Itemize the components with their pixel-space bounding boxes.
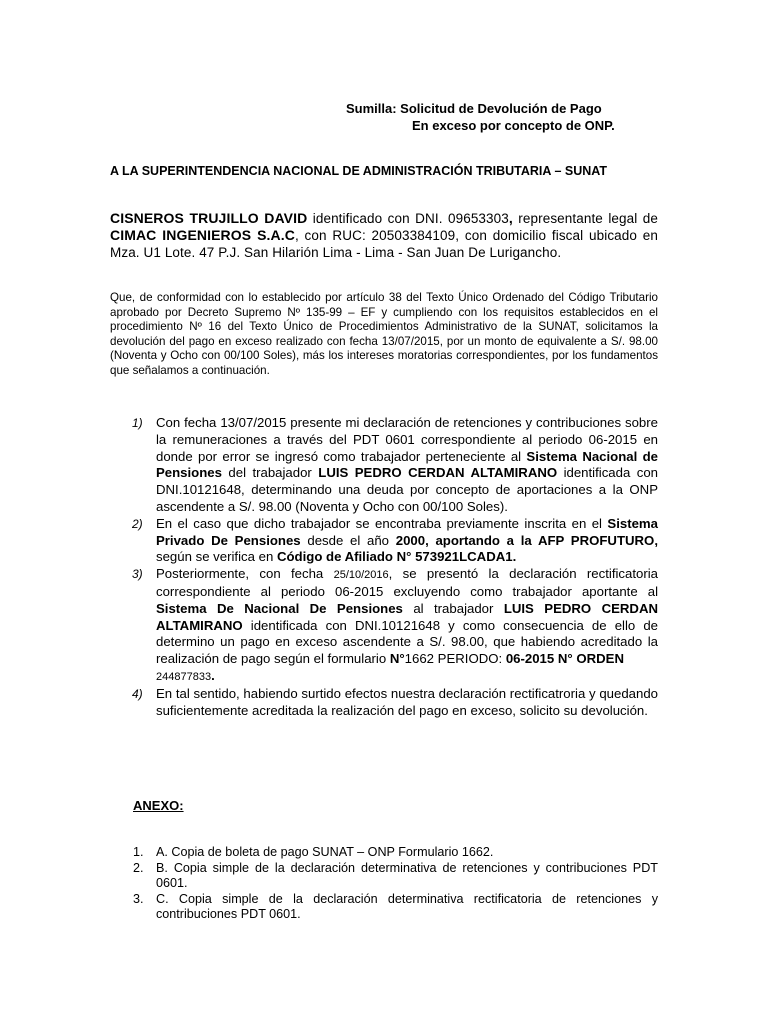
- item-bold: 2000, aportando a la AFP PROFUTURO,: [395, 532, 658, 548]
- list-item-number: 3): [132, 567, 143, 582]
- list-item-number: 1.: [133, 845, 144, 859]
- item-bold: LUIS PEDRO CERDAN ALTAMIRANO: [156, 600, 658, 633]
- item-bold: Sistema Privado De Pensiones: [156, 515, 658, 548]
- company-name: CIMAC INGENIEROS S.A.C: [110, 227, 295, 243]
- list-item-number: 4): [132, 686, 143, 701]
- item-text: desde el año: [300, 532, 396, 548]
- anexo-item-text: C. Copia simple de la declaración determinativa rectificatoria de retenciones y contribuciones PDT 0601.: [156, 891, 658, 921]
- sumilla-line-1: Sumilla: Solicitud de Devolución de Pago: [346, 101, 602, 116]
- sumilla-line-2: En exceso por concepto de ONP.: [412, 118, 615, 133]
- item-text: al trabajador: [402, 600, 504, 616]
- applicant-name: CISNEROS TRUJILLO DAVID: [110, 210, 308, 226]
- anexo-list: [110, 845, 658, 923]
- item-text: según se verifica en: [156, 549, 277, 565]
- item-bold: LUIS PEDRO CERDAN ALTAMIRANO: [318, 465, 558, 481]
- list-item-number: 1): [132, 416, 143, 430]
- ident-comma: ,: [508, 210, 513, 226]
- item-date: 25/10/2016: [333, 569, 389, 582]
- intro-paragraph: Que, de conformidad con lo establecido por artículo 38 del Texto Único Ordenado del Código Tributario aprobado por Decreto Supremo Nº 135-99 – EF y cumpliendo con los requisitos establecidos en el procedimiento Nº 16 del Texto Único de Procedimientos Administrativo de la SUNAT, solicitamos la devolución del pago en exceso realizado con fecha 13/07/2015, por un monto de equivalente a S/. 98.00 (Noventa y Ocho con 00/100 Soles), más los intereses moratorias correspondientes, por los fundamentos que señalamos a continuación.: [110, 291, 658, 377]
- list-item-number: 2.: [133, 860, 144, 875]
- list-item: [110, 686, 658, 720]
- list-item-number: 2): [132, 516, 143, 531]
- item-text: 1662 PERIODO:: [404, 651, 506, 667]
- list-item: [110, 566, 658, 686]
- ident-text-2: representante legal de: [512, 211, 659, 226]
- list-item: [110, 861, 658, 892]
- list-item: [110, 892, 658, 923]
- item-text: , se presentó la declaración rectificatoria correspondiente al periodo 06-2015 excluyendo como trabajador aportante al: [156, 566, 658, 599]
- list-item: [110, 845, 658, 861]
- grounds-list: [110, 415, 658, 719]
- anexo-item-text: A. Copia de boleta de pago SUNAT – ONP Formulario 1662.: [156, 845, 494, 859]
- anexo-item-text: B. Copia simple de la declaración determinativa de retenciones y contribuciones PDT 0601.: [156, 860, 658, 890]
- addressee-heading: A LA SUPERINTENDENCIA NACIONAL DE ADMINISTRACIÓN TRIBUTARIA – SUNAT: [110, 164, 607, 178]
- item-text: En el caso que dicho trabajador se encontraba previamente inscrita en el: [156, 515, 608, 531]
- item-bold: Sistema De Nacional De Pensiones: [156, 600, 403, 616]
- item-bold: 06-2015 N° ORDEN: [505, 651, 624, 667]
- item-bold: N°: [389, 651, 405, 667]
- item-text: identificada con DNI.10121648 y como consecuencia de ello de determino un pago en exceso ascendente a S/. 98.00, que habiendo acreditado la realización de pago según el formulario: [156, 617, 658, 667]
- ident-text-3: , con RUC: 20503384109, con domicilio fiscal ubicado en Mza. U1 Lote. 47 P.J. San Hilarión Lima - Lima - San Juan De Lurigancho.: [110, 228, 658, 260]
- list-item: [110, 415, 658, 516]
- item-text: Posteriormente, con fecha: [156, 566, 334, 582]
- list-item: [110, 516, 658, 566]
- item-bold: Código de Afiliado N° 573921LCADA1.: [276, 549, 517, 565]
- anexo-heading: ANEXO:: [133, 798, 184, 813]
- identification-paragraph: [110, 210, 658, 261]
- list-item-number: 3.: [133, 891, 144, 906]
- item-text: Con fecha 13/07/2015 presente mi declaración de retenciones y contribuciones sobre la remuneraciones a través del PDT 0601 correspondiente al periodo 06-2015 en donde por error se ingresó como trabajador perteneciente al: [156, 415, 658, 464]
- item-bold: Sistema Nacional de Pensiones: [156, 448, 658, 481]
- item-text: En tal sentido, habiendo surtido efectos nuestra declaración rectificatroria y quedando suficientemente acreditada la realización del pago en exceso, solicito su devolución.: [156, 685, 658, 718]
- order-number: 244877833: [156, 670, 212, 683]
- item-text: del trabajador: [221, 465, 319, 481]
- sumilla-block: [346, 100, 615, 134]
- ident-text-1: identificado con DNI. 09653303: [307, 211, 509, 226]
- item-text: identificada con DNI.10121648, determinando una deuda por concepto de aportaciones a la ONP ascendente a S/. 98.00 (Noventa y Ocho con 00/100 Soles).: [156, 465, 658, 514]
- item-bold: .: [211, 667, 215, 683]
